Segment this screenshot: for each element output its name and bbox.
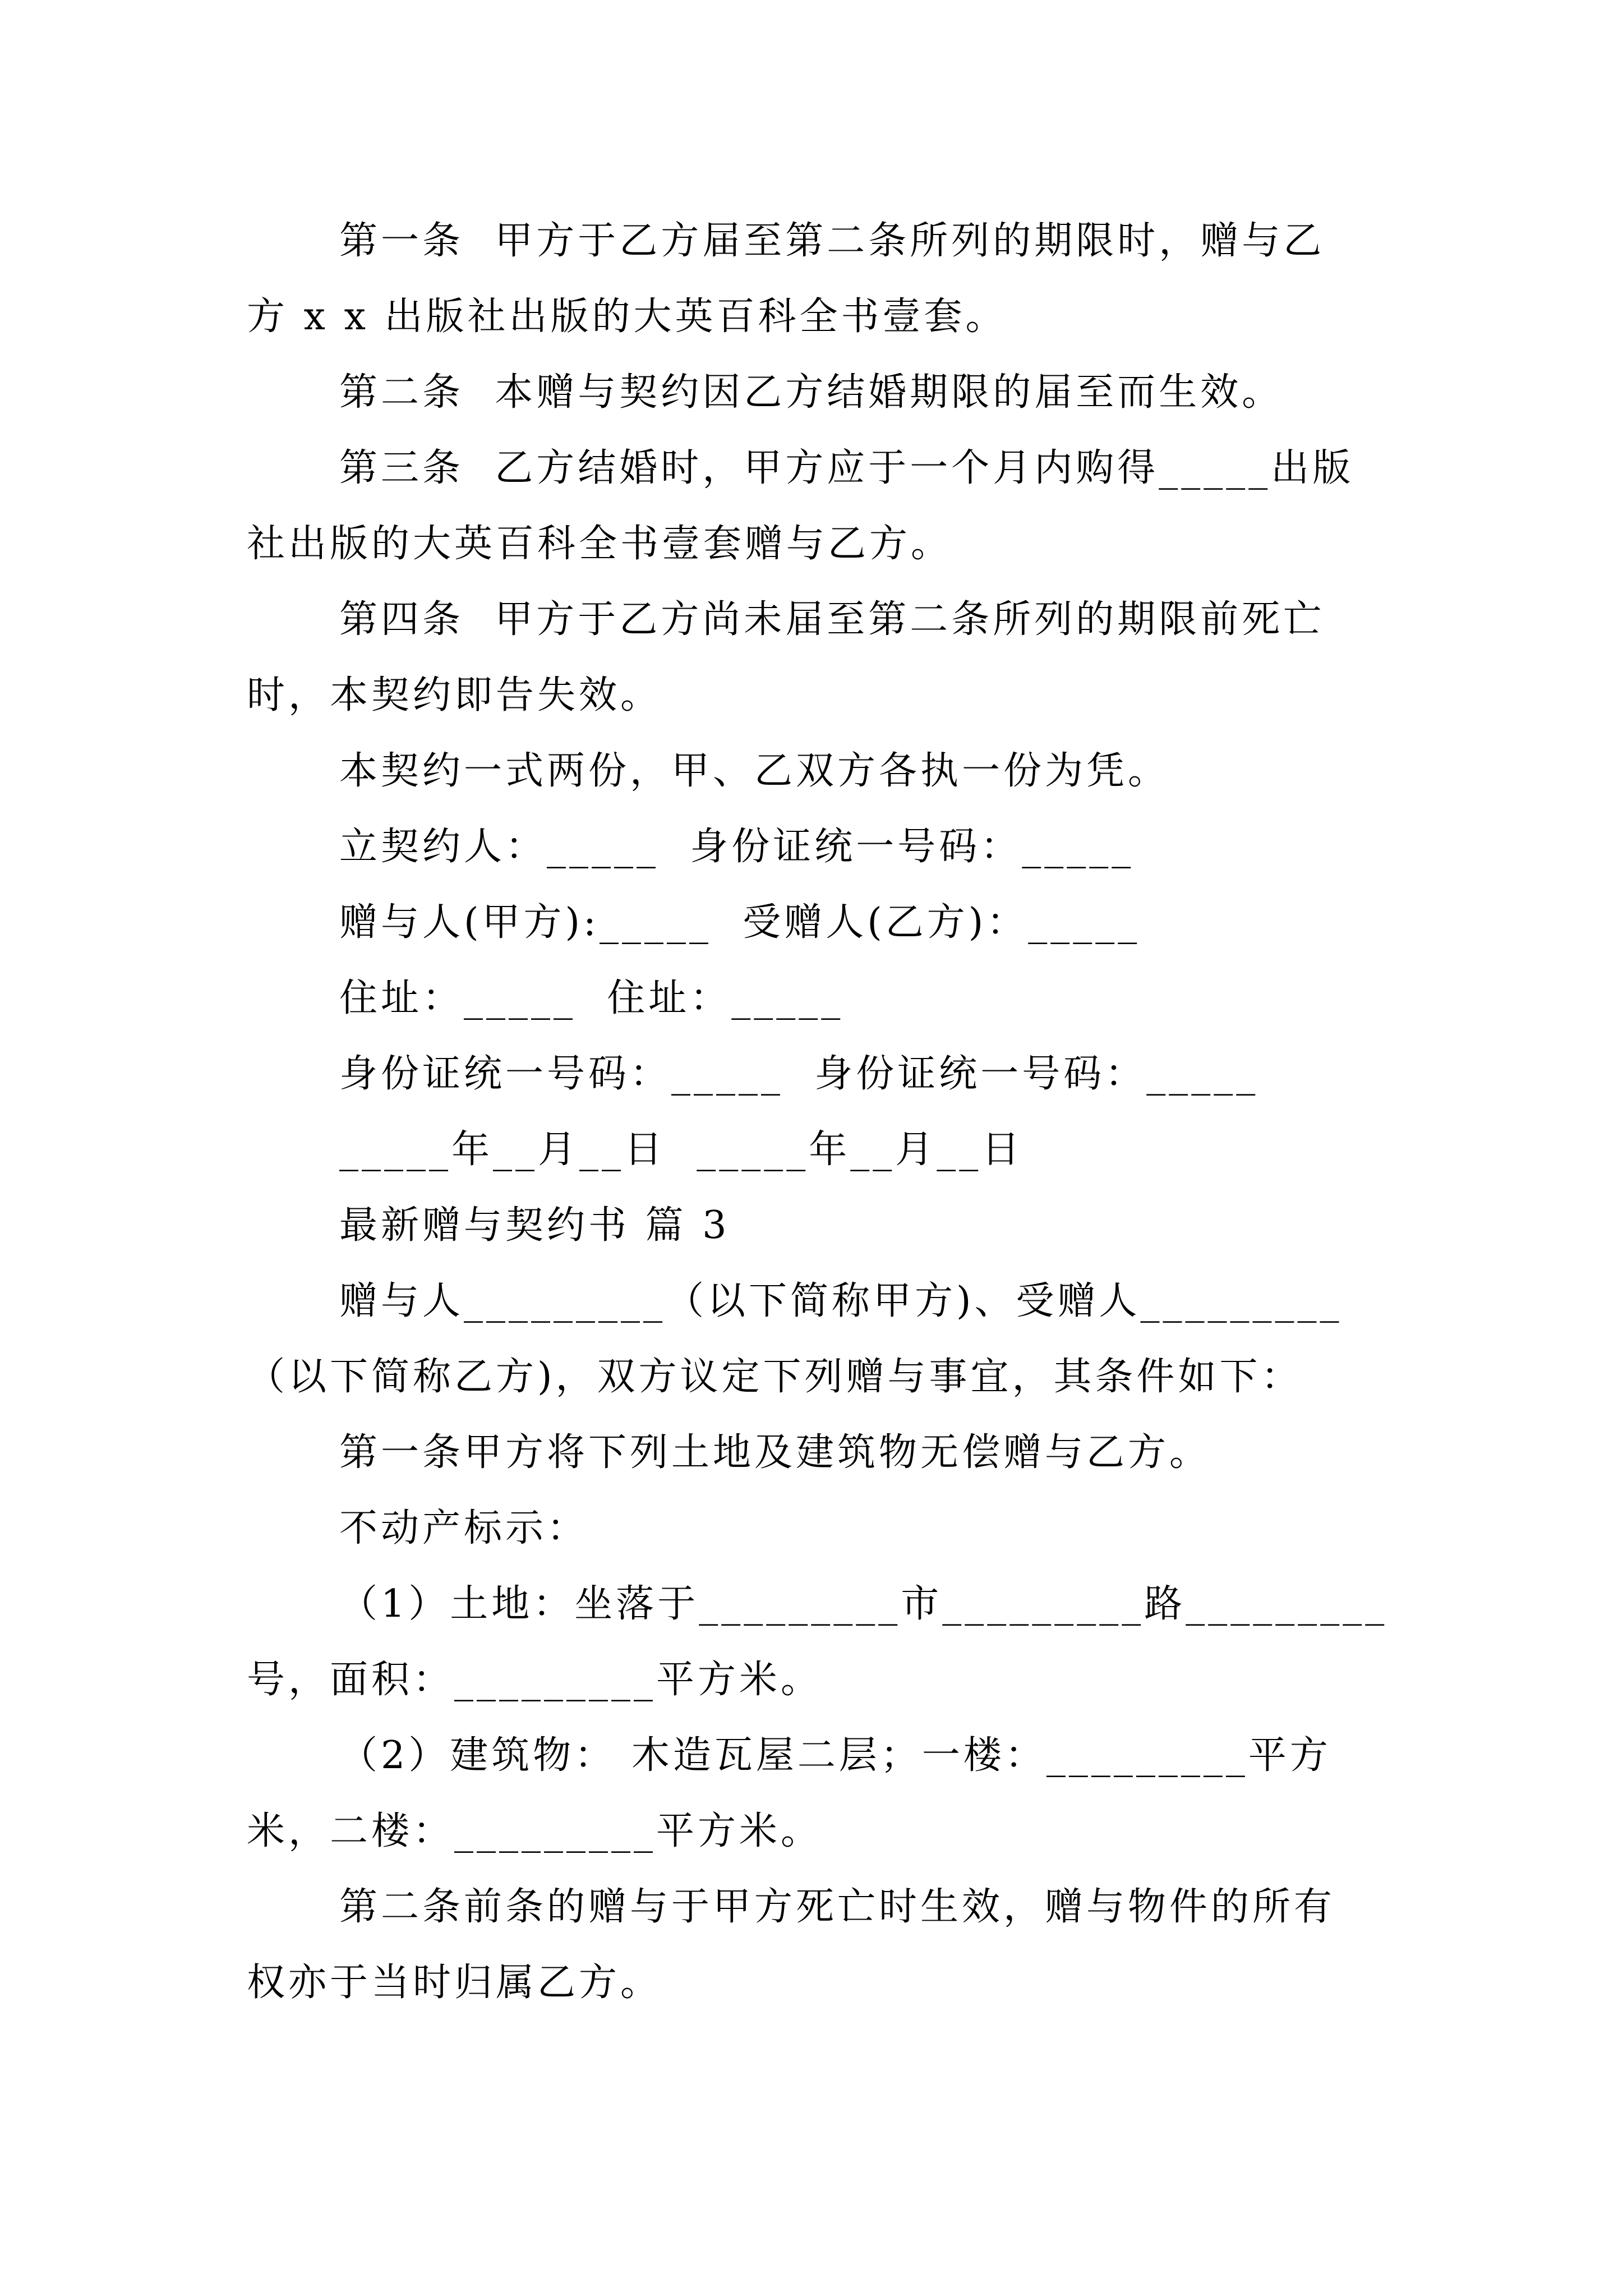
land-line-2: 号，面积：_________平方米。 (247, 1658, 823, 1702)
article-2-effect-line-1: 第二条前条的赠与于甲方死亡时生效，赠与物件的所有 (339, 1885, 1336, 1929)
building-line-2: 米，二楼：_________平方米。 (247, 1809, 823, 1853)
parties-line-1: 赠与人_________（以下简称甲方)、受赠人_________ (339, 1279, 1343, 1323)
article-4-line-2: 时，本契约即告失效。 (247, 673, 662, 717)
copies-clause: 本契约一式两份，甲、乙双方各执一份为凭。 (339, 749, 1170, 793)
signatory-line: 立契约人：_____ 身份证统一号码：_____ (339, 825, 1135, 869)
article-2: 第二条 本赠与契约因乙方结婚期限的届至而生效。 (339, 370, 1284, 415)
article-3-line-1: 第三条 乙方结婚时，甲方应于一个月内购得_____出版 (339, 446, 1354, 490)
article-1-line-2: 方 x x 出版社出版的大英百科全书壹套。 (247, 295, 1007, 339)
article-4-line-1: 第四条 甲方于乙方尚未届至第二条所列的期限前死亡 (339, 597, 1325, 642)
id-number-line: 身份证统一号码：_____ 身份证统一号码：_____ (339, 1052, 1259, 1096)
date-line: _____年__月__日 _____年__月__日 (339, 1128, 1023, 1172)
building-line-1: （2）建筑物： 木造瓦屋二层；一楼：_________平方 (339, 1733, 1331, 1778)
article-1-line-1: 第一条 甲方于乙方届至第二条所列的期限时，赠与乙 (339, 219, 1325, 263)
article-3-line-2: 社出版的大英百科全书壹套赠与乙方。 (247, 522, 953, 566)
donor-donee-line: 赠与人(甲方):_____ 受赠人(乙方)：_____ (339, 900, 1141, 945)
property-label: 不动产标示： (339, 1506, 589, 1550)
land-line-1: （1）土地：坐落于_________市_________路_________ (339, 1582, 1388, 1626)
article-1-gift: 第一条甲方将下列土地及建筑物无偿赠与乙方。 (339, 1430, 1211, 1475)
article-2-effect-line-2: 权亦于当时归属乙方。 (247, 1961, 662, 2005)
section-title: 最新赠与契约书 篇 3 (339, 1203, 730, 1248)
parties-line-2: （以下简称乙方)，双方议定下列赠与事宜，其条件如下： (247, 1355, 1303, 1399)
address-line: 住址：_____ 住址：_____ (339, 976, 844, 1020)
